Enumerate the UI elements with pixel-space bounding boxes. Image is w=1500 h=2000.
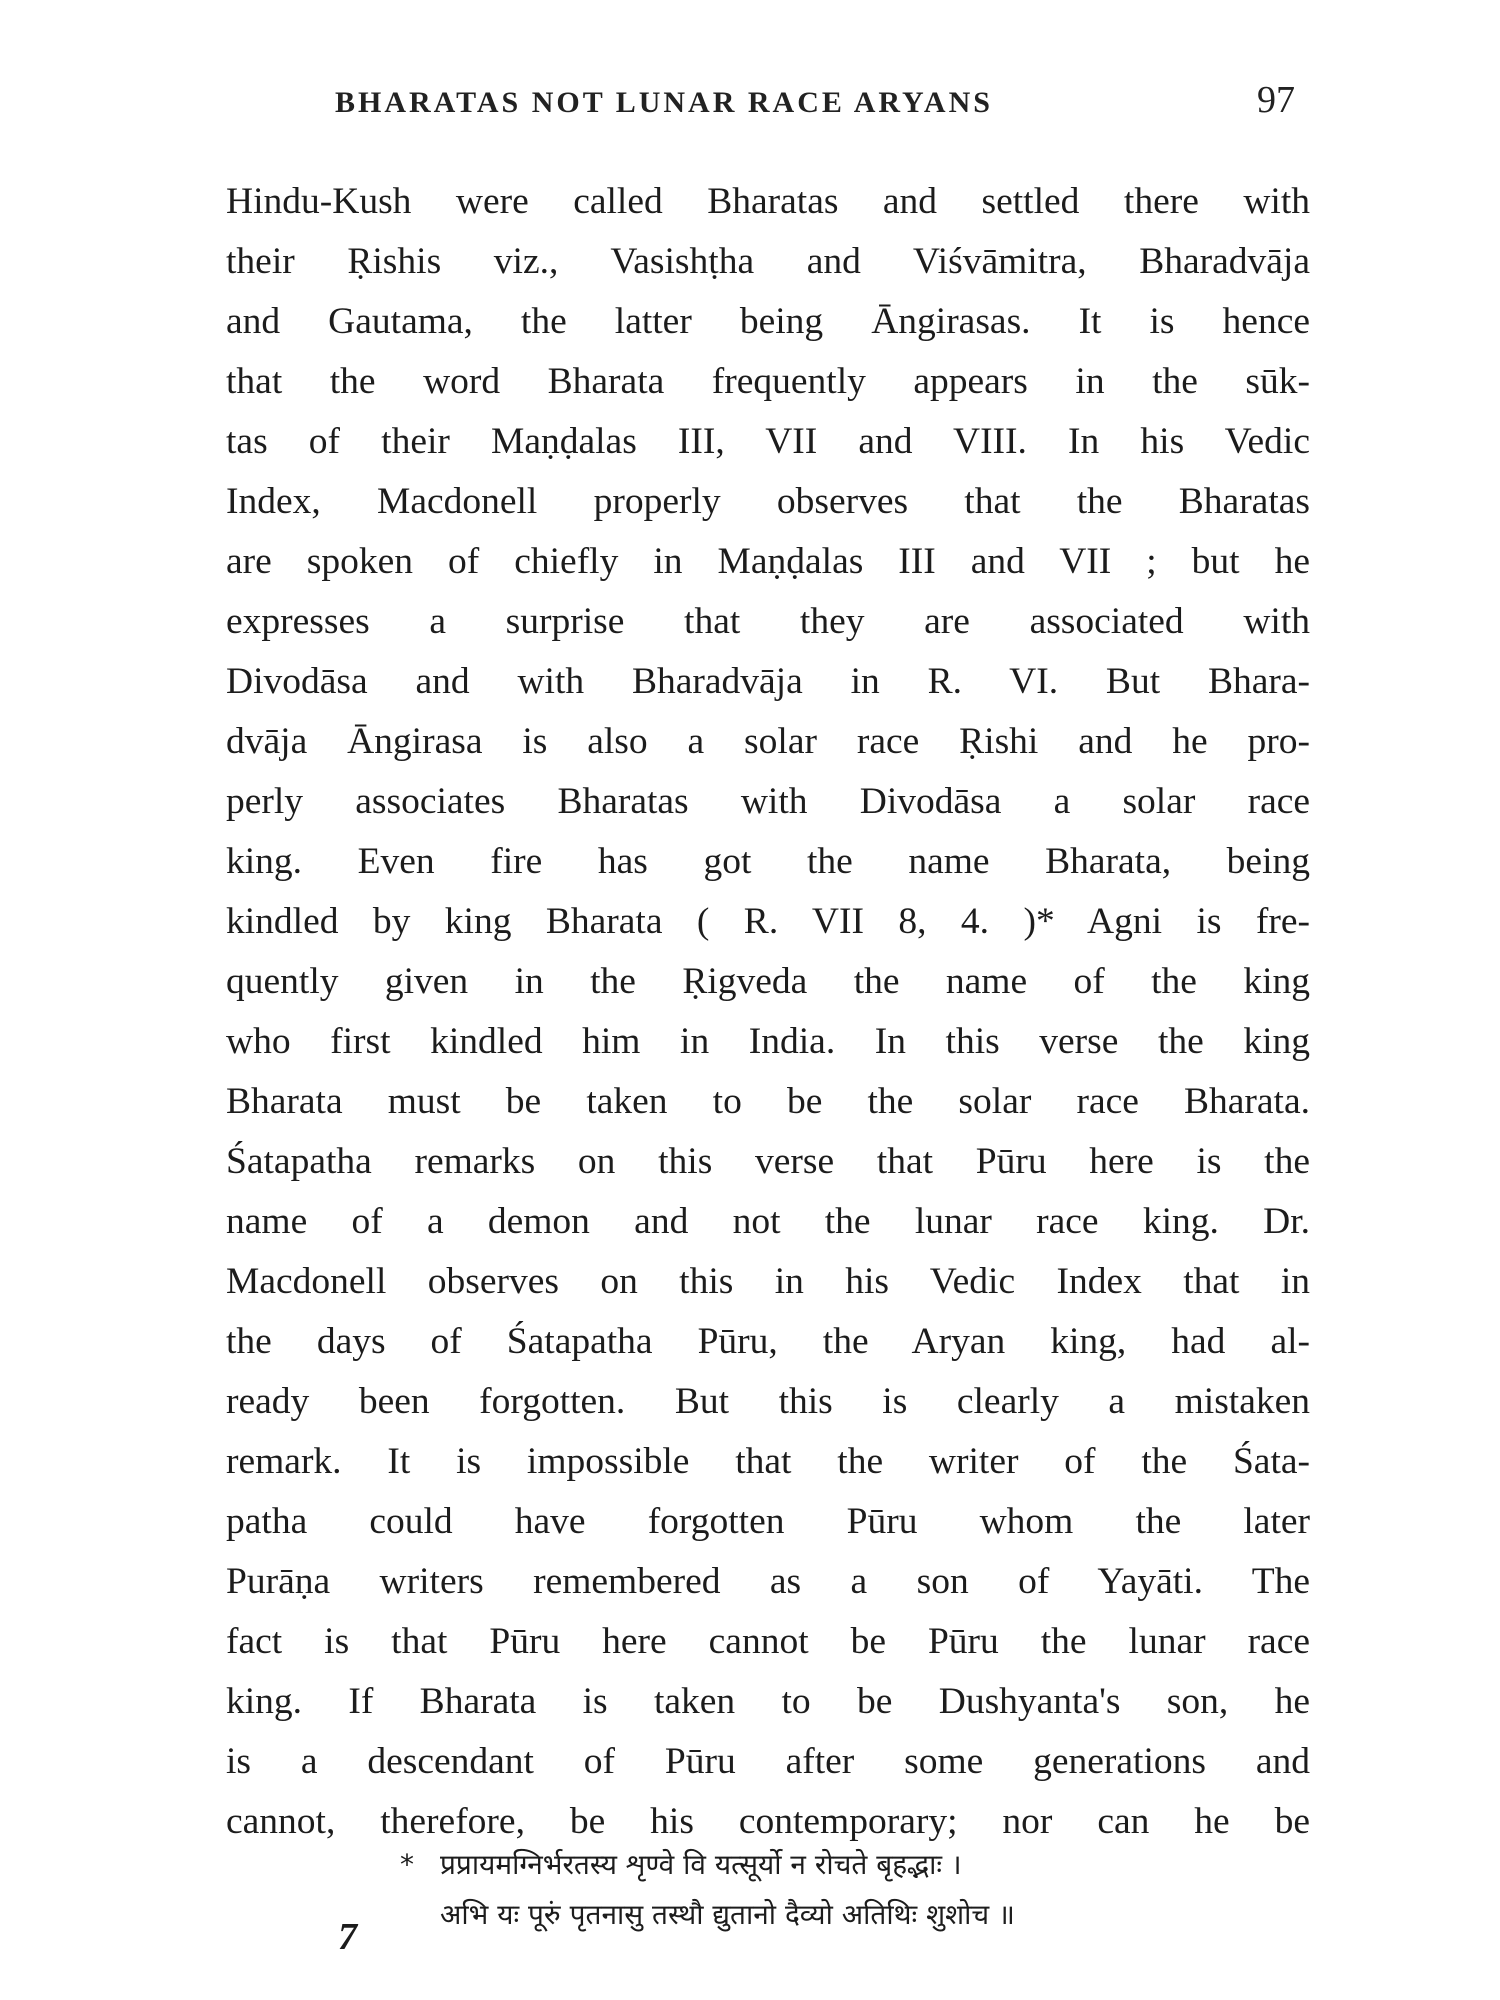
text-line: Hindu-Kush were called Bharatas and settled there with [226,181,1310,222]
running-header [335,78,1295,128]
text-line: Purāṇa writers remembered as a son of Yayāti. The [226,1561,1310,1602]
text-line: ready been forgotten. But this is clearly a mistaken [226,1381,1310,1422]
text-line: king. Even fire has got the name Bharata, being [226,841,1310,882]
footnote-verse-line: अभि यः पूरुं पृतनासु तस्थौ द्युतानो दैव्यो अतिथिः शुशोच ॥ [440,1898,1015,1931]
text-line: perly associates Bharatas with Divodāsa a solar race [226,781,1310,822]
text-line: fact is that Pūru here cannot be Pūru the lunar race [226,1621,1310,1662]
text-line: who first kindled him in India. In this verse the king [226,1021,1310,1062]
text-line: kindled by king Bharata ( R. VII 8, 4. )* Agni is fre- [226,901,1310,942]
text-line: that the word Bharata frequently appears in the sūk- [226,361,1310,402]
text-line: Bharata must be taken to be the solar race Bharata. [226,1081,1310,1122]
footnote-verse-line: प्रप्रायमग्निर्भरतस्य शृण्वे वि यत्सूर्यो न रोचते बृहद्भाः । [440,1848,962,1881]
text-line: king. If Bharata is taken to be Dushyanta's son, he [226,1681,1310,1722]
text-line: Index, Macdonell properly observes that the Bharatas [226,481,1310,522]
text-line: patha could have forgotten Pūru whom the later [226,1501,1310,1542]
footnote [400,1840,1250,1940]
signature-mark: 7 [338,1916,357,1958]
text-line: Śatapatha remarks on this verse that Pūru here is the [226,1141,1310,1182]
text-line: expresses a surprise that they are associated with [226,601,1310,642]
text-line: dvāja Āngirasa is also a solar race Ṛishi and he pro- [226,721,1310,762]
page-number: 97 [1257,79,1295,121]
text-line: is a descendant of Pūru after some generations and [226,1741,1310,1782]
footnote-line [400,1840,1250,1890]
footnote-marker: * [400,1848,414,1881]
body-text [226,172,1310,1852]
text-line: their Ṛishis viz., Vasishṭha and Viśvāmitra, Bharadvāja [226,241,1310,282]
text-line: Macdonell observes on this in his Vedic Index that in [226,1261,1310,1302]
text-line: name of a demon and not the lunar race king. Dr. [226,1201,1310,1242]
text-line: remark. It is impossible that the writer of the Śata- [226,1441,1310,1482]
text-line: are spoken of chiefly in Maṇḍalas III and VII ; but he [226,541,1310,582]
text-line: tas of their Maṇḍalas III, VII and VIII. In his Vedic [226,421,1310,462]
text-line: cannot, therefore, be his contemporary; nor can he be [226,1801,1310,1842]
text-line: the days of Śatapatha Pūru, the Aryan king, had al- [226,1321,1310,1362]
footnote-line [400,1890,1250,1940]
text-line: Divodāsa and with Bharadvāja in R. VI. But Bhara- [226,661,1310,702]
running-title: BHARATAS NOT LUNAR RACE ARYANS [335,86,993,119]
text-line: and Gautama, the latter being Āngirasas. It is hence [226,301,1310,342]
text-line: quently given in the Ṛigveda the name of the king [226,961,1310,1002]
